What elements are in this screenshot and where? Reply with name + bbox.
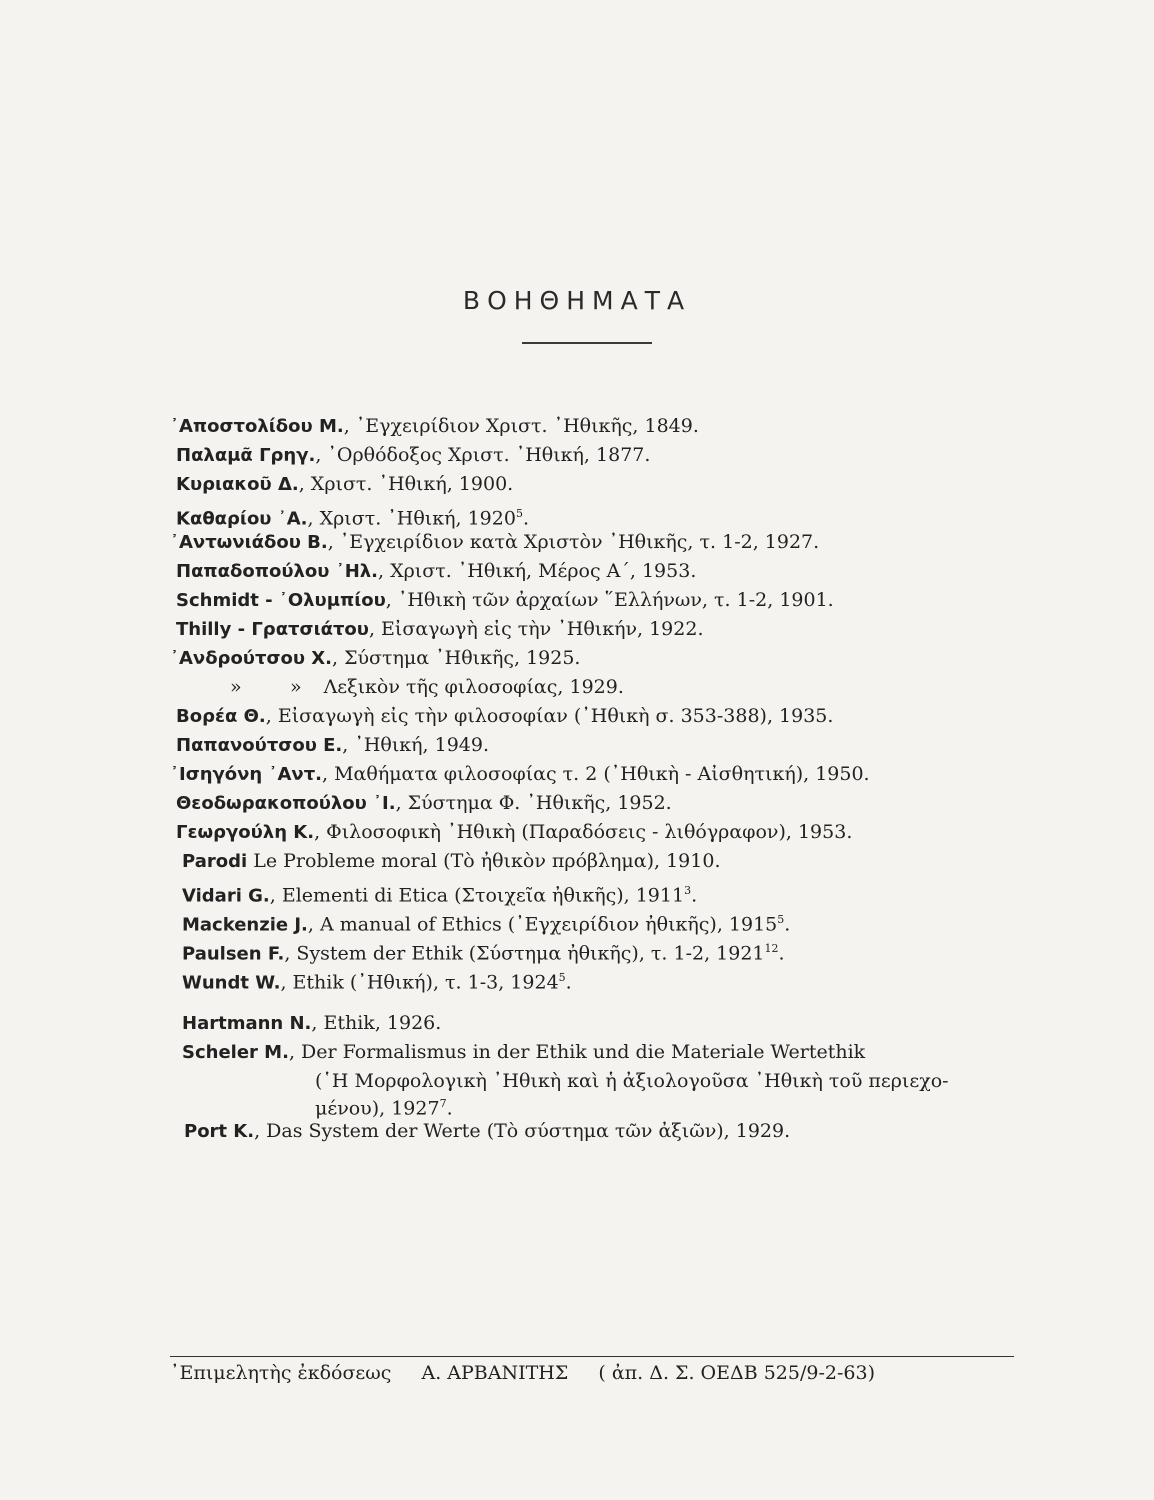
page-title: ΒΟΗΘΗΜΑΤΑ (462, 286, 692, 315)
entry-author: Καθαρίου ᾿Α. (176, 508, 308, 530)
bibliography-entry (176, 441, 650, 470)
title-underline (522, 342, 652, 344)
edition-superscript: 5 (558, 971, 566, 984)
entry-period: . (778, 942, 785, 965)
bibliography-entry (182, 847, 720, 876)
entry-period: . (691, 884, 698, 907)
bibliography-entry (230, 673, 624, 702)
entry-author: Schmidt - ᾿Ολυμπίου (176, 590, 386, 611)
bibliography-entry (170, 760, 870, 789)
bibliography-entry (170, 644, 580, 673)
entry-title: , Elementi di Etica (Στοιχεῖα ἠθικῆς), 1911 (269, 884, 685, 907)
bibliography-entry (182, 963, 572, 997)
entry-author: Hartmann N. (182, 1013, 312, 1034)
entry-author: Wundt W. (182, 972, 281, 994)
edition-superscript: 3 (684, 884, 692, 897)
bibliography-entry (176, 615, 704, 644)
entry-author: Vidari G. (182, 885, 270, 907)
footer-divider (170, 1356, 1014, 1357)
bibliography-entry (182, 1009, 441, 1038)
bibliography-entry (184, 1117, 790, 1146)
entry-continuation: (῾Η Μορφολογικὴ ᾿Ηθικὴ καὶ ἡ ἀξιολογοῦσα ᾿Ηθικὴ τοῦ περιεχο- (315, 1070, 949, 1092)
entry-title: , Φιλοσοφικὴ ᾿Ηθικὴ (Παραδόσεις - λιθόγραφον), 1953. (314, 821, 853, 843)
entry-period: . (784, 913, 791, 936)
entry-period: . (522, 507, 529, 530)
entry-period: . (446, 1097, 453, 1120)
entry-title: , ᾿Εγχειρίδιον Χριστ. ᾿Ηθικῆς, 1849. (343, 415, 699, 437)
bibliography-entry (176, 818, 852, 847)
continuation-text: μένου), 1927 (315, 1097, 440, 1120)
entry-title: , Σύστημα ᾿Ηθικῆς, 1925. (331, 647, 581, 669)
entry-author: Παπαδοπούλου ᾿Ηλ. (176, 561, 378, 582)
bibliography-entry (176, 702, 833, 731)
ditto-mark: » » (230, 676, 302, 698)
edition-superscript: 5 (515, 507, 523, 520)
entry-title: , A manual of Ethics (᾿Εγχειρίδιον ἠθικῆς), 1915 (307, 913, 778, 936)
entry-author: Παλαμᾶ Γρηγ. (176, 445, 316, 466)
entry-title: , System der Ethik (Σύστημα ἠθικῆς), τ. 1-2, 1921 (284, 942, 765, 965)
edition-superscript: 12 (764, 942, 779, 955)
entry-title: , ᾿Εγχειρίδιον κατὰ Χριστὸν ᾿Ηθικῆς, τ. 1-2, 1927. (327, 531, 820, 553)
entry-author: Paulsen F. (182, 943, 285, 965)
entry-author: Παπανούτσου Ε. (176, 735, 343, 756)
entry-title: Le Probleme moral (Τὸ ἠθικὸν πρόβλημα), 1910. (247, 850, 721, 872)
entry-title: , ᾿Ηθικὴ τῶν ἀρχαίων ῞Ελλήνων, τ. 1-2, 1901. (385, 589, 834, 611)
edition-superscript: 7 (439, 1097, 447, 1110)
edition-superscript: 5 (777, 913, 785, 926)
entry-author: Κυριακοῦ Δ. (176, 474, 299, 495)
entry-title: , Ethik (᾿Ηθική), τ. 1-3, 1924 (280, 971, 559, 994)
entry-author: ᾿Ισηγόνη ᾿Αντ. (170, 764, 323, 785)
entry-title: , Das System der Werte (Τὸ σύστημα τῶν ἀξιῶν), 1929. (254, 1120, 791, 1142)
bibliography-entry (176, 557, 696, 586)
entry-author: Βορέα Θ. (176, 706, 266, 727)
entry-title: , Μαθήματα φιλοσοφίας τ. 2 (᾿Ηθικὴ - Αἰσθητική), 1950. (322, 763, 870, 785)
entry-title: , Der Formalismus in der Ethik und die Materiale Wertethik (288, 1041, 866, 1063)
entry-title: , Εἰσαγωγὴ εἰς τὴν ᾿Ηθικήν, 1922. (368, 618, 704, 640)
bibliography-entry (170, 528, 819, 557)
entry-author: Scheler M. (182, 1042, 289, 1063)
entry-author: Port K. (184, 1121, 255, 1142)
entry-author: ᾿Αποστολίδου Μ. (170, 416, 344, 437)
entry-author: Parodi (182, 851, 248, 872)
entry-title: , Χριστ. ᾿Ηθική, 1920 (307, 507, 516, 530)
bibliography-entry (170, 412, 699, 441)
entry-author: Thilly - Γρατσιάτου (176, 619, 369, 640)
footer-editor-label: ᾿Επιμελητὴς ἐκδόσεως (170, 1362, 392, 1384)
entry-period: . (565, 971, 572, 994)
entry-author: Γεωργούλη Κ. (176, 822, 315, 843)
entry-author: ᾿Αντωνιάδου Β. (170, 532, 328, 553)
bibliography-entry (176, 731, 489, 760)
entry-title: Λεξικὸν τῆς φιλοσοφίας, 1929. (323, 676, 624, 698)
entry-author: Mackenzie J. (182, 914, 308, 936)
bibliography-entry (182, 1038, 865, 1067)
bibliography-entry (176, 586, 834, 615)
footer-approval: ( ἀπ. Δ. Σ. ΟΕΔΒ 525/9-2-63) (598, 1362, 875, 1384)
entry-title: , Εἰσαγωγὴ εἰς τὴν φιλοσοφίαν (᾿Ηθικὴ σ. 353-388), 1935. (265, 705, 834, 727)
footer-note (170, 1362, 1020, 1384)
entry-title: , ᾿Ορθόδοξος Χριστ. ᾿Ηθική, 1877. (315, 444, 651, 466)
footer-editor-name: Α. ΑΡΒΑΝΙΤΗΣ (421, 1362, 569, 1384)
bibliography-entry (176, 470, 513, 499)
entry-title: , Χριστ. ᾿Ηθική, Μέρος Α΄, 1953. (378, 560, 697, 582)
entry-author: Θεοδωρακοπούλου ᾿Ι. (176, 793, 396, 814)
entry-title: , Σύστημα Φ. ᾿Ηθικῆς, 1952. (395, 792, 672, 814)
entry-title: , Ethik, 1926. (311, 1012, 442, 1034)
entry-title: , ᾿Ηθική, 1949. (342, 734, 490, 756)
entry-author: ᾿Ανδρούτσου Χ. (170, 648, 332, 669)
entry-title: , Χριστ. ᾿Ηθική, 1900. (298, 473, 514, 495)
entry-continuation (315, 1089, 453, 1123)
bibliography-entry (176, 789, 672, 818)
